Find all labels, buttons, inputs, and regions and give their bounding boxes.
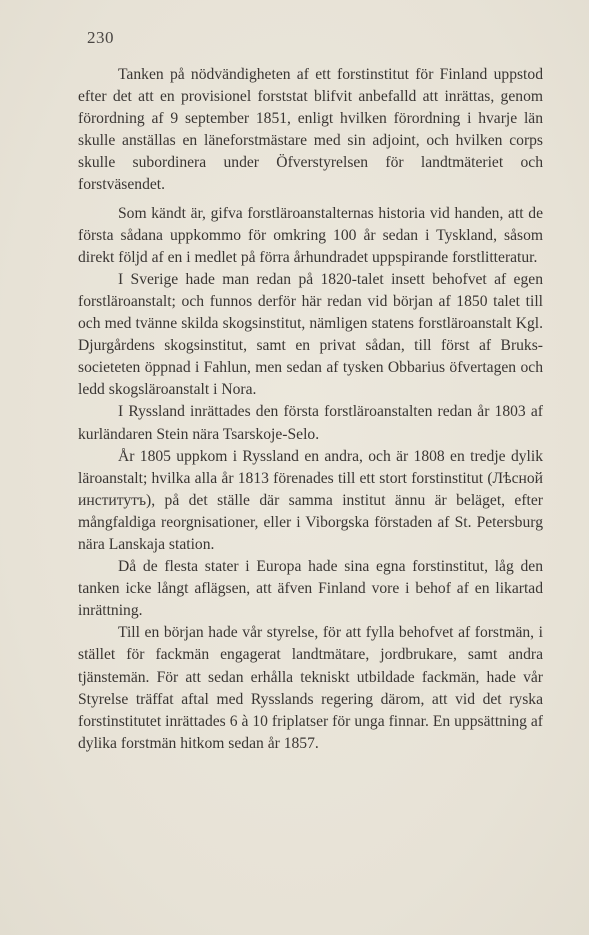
page-number: 230 [87, 28, 114, 47]
paragraph-6: Då de flesta stater i Europa hade sina egna forstinstitut, låg den tanken icke långt aflägsen, att äfven Finland vore i behof af en likartad inrättning. [78, 558, 543, 620]
paragraph-2: Som kändt är, gifva forstläroanstalternas historia vid handen, att de första sådana uppkommo för omkring 100 år sedan i Tyskland, såsom direkt följd af en i medlet på förra århundradet uppspirande forstlitteratur. [78, 204, 543, 266]
paragraph-3: I Sverige hade man redan på 1820-talet insett behofvet af egen forstläroanstalt; och funnos derför här redan vid början af 1850 talet till och med tvänne skilda skogsinstitut, nämligen statens forstläroanstalt Kgl. Djurgårdens skogsinstitut, samt en privat sådan, till först af Bruks-societeten öppnad i Fahlun, men sedan af tysken Obbarius öfvertagen och ledd skogsläroanstalt i Nora. [78, 270, 543, 399]
paragraph-7: Till en början hade vår styrelse, för att fylla behofvet af forstmän, i stället för fackmän engagerat landtmätare, jordbrukare, samt andra tjänstemän. För att sedan erhålla tekniskt utbildade fackmän, hade vår Styrelse träffat aftal med Rysslands regering därom, att vid det ryska forstinstitutet inrättades 6 à 10 friplatser för unga finnar. En uppsättning af dylika forstmän hitkom sedan år 1857. [78, 624, 543, 752]
paragraph-1: Tanken på nödvändigheten af ett forstinstitut för Finland uppstod efter det att en provisionel forststat blifvit anbefalld att inrättas, genom förordning af 9 september 1851, enligt hvilken förordning i hvarje län skulle anställas en läneforstmästare med sin adjoint, och hvilken corps skulle subordinera under Öfverstyrelsen för landtmäteriet och forstväsendet. [78, 66, 543, 194]
paragraph-5: År 1805 uppkom i Ryssland en andra, och är 1808 en tredje dylik läroanstalt; hvilka alla år 1813 förenades till ett stort forstinstitut (Лѣсной институтъ), på det ställe där samma institut ännu är beläget, efter mångfaldiga reorgnisationer, eller i Viborgska förstaden af St. Petersburg nära Lanskaja station. [78, 447, 543, 553]
body-text [78, 64, 543, 755]
paragraph-4: I Ryssland inrättades den första forstläroanstalten redan år 1803 af kurländaren Stein nära Tsarskoje-Selo. [78, 403, 543, 443]
